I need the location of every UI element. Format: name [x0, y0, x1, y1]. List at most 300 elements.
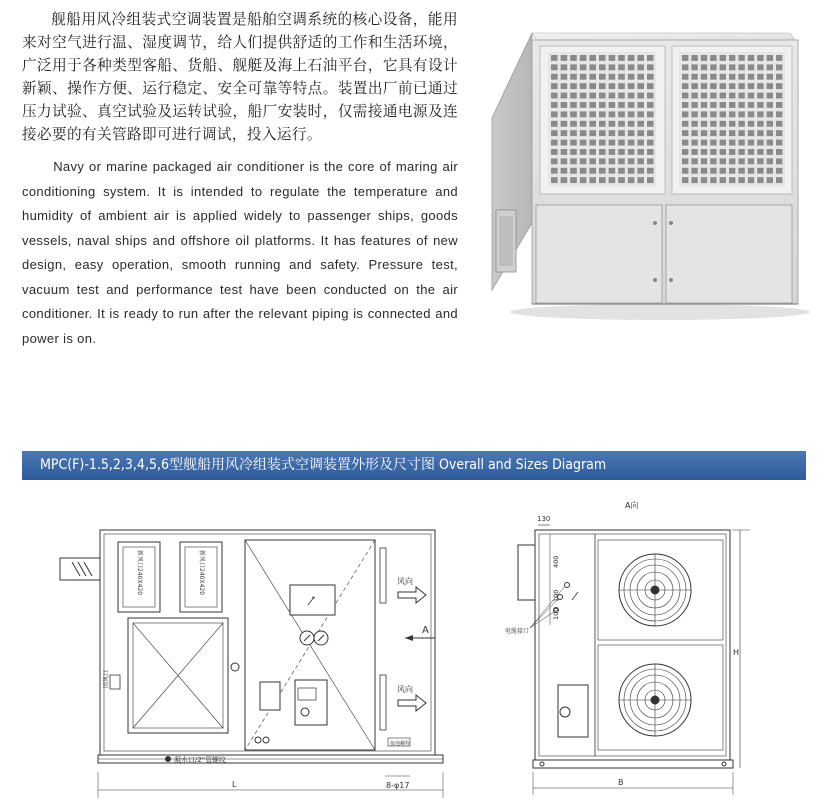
- grille-slot: [767, 74, 773, 80]
- grille-slot: [551, 64, 558, 70]
- grille-slot: [647, 102, 654, 108]
- grille-slot: [776, 64, 782, 70]
- bolt-label: 8-φ17: [386, 781, 410, 790]
- grille-slot: [767, 168, 773, 174]
- grille-slot: [599, 74, 606, 80]
- grille-slot: [551, 55, 558, 61]
- section-title-banner: MPC(F)-1.5,2,3,4,5,6型舰船用风冷组装式空调装置外形及尺寸图 Overall and Sizes Diagram: [22, 451, 806, 480]
- grille-slot: [628, 93, 635, 99]
- grille-slot: [570, 140, 577, 146]
- grille-slot: [691, 158, 697, 164]
- grille-slot: [599, 158, 606, 164]
- grille-slot: [551, 102, 558, 108]
- grille-slot: [757, 130, 763, 136]
- grille-slot: [767, 55, 773, 61]
- grille-slot: [570, 64, 577, 70]
- grille-slot: [647, 64, 654, 70]
- grille-slot: [776, 158, 782, 164]
- grille-slot: [738, 158, 744, 164]
- grille-slot: [551, 93, 558, 99]
- grille-slot: [682, 130, 688, 136]
- intro-text: [22, 8, 458, 351]
- grille-slot: [589, 158, 596, 164]
- grille-slot: [691, 121, 697, 127]
- grille-slot: [710, 102, 716, 108]
- grille-slot: [757, 83, 763, 89]
- grille-slot: [748, 158, 754, 164]
- side-view-title: A向: [625, 501, 639, 510]
- grille-slot: [691, 168, 697, 174]
- dim-100-a: 100: [552, 589, 560, 602]
- grille-slot: [551, 111, 558, 117]
- grille-slot: [599, 83, 606, 89]
- grille-slot: [647, 140, 654, 146]
- grille-slot: [767, 149, 773, 155]
- grille-slot: [776, 55, 782, 61]
- grille-slot: [720, 177, 726, 183]
- wind-label-1: 风向: [397, 577, 413, 586]
- grille-slot: [729, 74, 735, 80]
- dim-width: B: [618, 778, 624, 787]
- grille-slot: [618, 130, 625, 136]
- grille-slot: [691, 111, 697, 117]
- grille-slot: [682, 177, 688, 183]
- grille-slot: [628, 111, 635, 117]
- grille-slot: [757, 168, 763, 174]
- grille-slot: [738, 177, 744, 183]
- grille-slot: [720, 130, 726, 136]
- grille-slot: [767, 140, 773, 146]
- grille-slot: [757, 177, 763, 183]
- grille-slot: [628, 55, 635, 61]
- grille-slot: [729, 93, 735, 99]
- grille-slot: [748, 111, 754, 117]
- grille-slot: [720, 121, 726, 127]
- grille-slot: [609, 55, 616, 61]
- grille-slot: [551, 158, 558, 164]
- grille-slot: [757, 102, 763, 108]
- grille-slot: [748, 93, 754, 99]
- grille-slot: [748, 177, 754, 183]
- grille-slot: [691, 130, 697, 136]
- grille-label-1: 新风口240X420: [136, 550, 143, 596]
- grille-slot: [776, 149, 782, 155]
- grille-slot: [748, 168, 754, 174]
- grille-slot: [580, 64, 587, 70]
- grille-slot: [580, 140, 587, 146]
- grille-slot: [570, 168, 577, 174]
- grille-slot: [729, 140, 735, 146]
- grille-slot: [561, 121, 568, 127]
- grille-slot: [701, 140, 707, 146]
- grille-slot: [691, 149, 697, 155]
- grille-slot: [738, 64, 744, 70]
- side-view: [505, 500, 750, 795]
- grille-slot: [628, 74, 635, 80]
- grille-slot: [561, 64, 568, 70]
- grille-slot: [776, 83, 782, 89]
- grille-slot: [580, 149, 587, 155]
- grille-slot: [729, 177, 735, 183]
- grille-slot: [580, 55, 587, 61]
- grille-slot: [609, 74, 616, 80]
- grille-slot: [748, 83, 754, 89]
- grille-slot: [729, 168, 735, 174]
- grille-slot: [618, 149, 625, 155]
- grille-slot: [691, 102, 697, 108]
- grille-slot: [609, 149, 616, 155]
- grille-slot: [701, 93, 707, 99]
- grille-slot: [767, 121, 773, 127]
- grille-slot: [710, 64, 716, 70]
- grille-slot: [561, 177, 568, 183]
- grille-slot: [599, 64, 606, 70]
- grille-slot: [691, 83, 697, 89]
- grille-slot: [748, 55, 754, 61]
- grille-slot: [637, 55, 644, 61]
- grille-slot: [609, 64, 616, 70]
- grille-slot: [710, 93, 716, 99]
- grille-slot: [710, 158, 716, 164]
- grille-slot: [701, 130, 707, 136]
- grille-slot: [580, 93, 587, 99]
- grille-slot: [618, 55, 625, 61]
- grille-slot: [618, 168, 625, 174]
- grille-slot: [580, 111, 587, 117]
- grille-slot: [589, 168, 596, 174]
- grille-slot: [729, 102, 735, 108]
- grille-slot: [580, 168, 587, 174]
- grille-slot: [729, 158, 735, 164]
- grille-slot: [710, 168, 716, 174]
- grille-slot: [599, 140, 606, 146]
- dim-length: L: [232, 780, 237, 789]
- grille-slot: [729, 121, 735, 127]
- grille-slot: [551, 140, 558, 146]
- grille-slot: [720, 64, 726, 70]
- grille-slot: [748, 140, 754, 146]
- grille-slot: [589, 130, 596, 136]
- grille-slot: [589, 140, 596, 146]
- grille-slot: [710, 177, 716, 183]
- view-arrow-label: A: [422, 625, 429, 636]
- grille-slot: [767, 111, 773, 117]
- grille-slot: [589, 121, 596, 127]
- grille-slot: [738, 130, 744, 136]
- grille-slot: [720, 74, 726, 80]
- grille-slot: [628, 83, 635, 89]
- grille-slot: [561, 55, 568, 61]
- wind-label-2: 风向: [397, 685, 413, 694]
- grille-slot: [618, 121, 625, 127]
- grille-slot: [691, 74, 697, 80]
- grille-slot: [682, 158, 688, 164]
- intro-english: Navy or marine packaged air conditioner is the core of maring air conditioning system. It is intended to regulate the temperature and humidity of ambient air is applied widely to passenger ships, goods vessels, naval ships and offshore oil platforms. It has features of new design, easy operation, smooth running and safety. Pressure test, vacuum test and performance test have been conducted on the air conditioner. It is ready to run after the relevant piping is connected and power is on.: [22, 159, 458, 346]
- grille-slot: [738, 121, 744, 127]
- grille-slot: [637, 64, 644, 70]
- grille-slot: [580, 102, 587, 108]
- grille-slot: [701, 74, 707, 80]
- grille-slot: [628, 64, 635, 70]
- grille-slot: [776, 111, 782, 117]
- grille-slot: [701, 83, 707, 89]
- grille-slot: [551, 83, 558, 89]
- grille-slot: [738, 83, 744, 89]
- grille-slot: [720, 168, 726, 174]
- grille-slot: [618, 158, 625, 164]
- grille-slot: [729, 55, 735, 61]
- grille-slot: [647, 130, 654, 136]
- grille-slot: [561, 130, 568, 136]
- grille-slot: [738, 168, 744, 174]
- dim-top: 130: [537, 515, 551, 523]
- grille-slot: [748, 64, 754, 70]
- grille-slot: [757, 140, 763, 146]
- grille-slot: [682, 111, 688, 117]
- grille-slot: [701, 64, 707, 70]
- grille-slot: [599, 93, 606, 99]
- grille-slot: [551, 121, 558, 127]
- grille-slot: [720, 83, 726, 89]
- grille-slot: [776, 140, 782, 146]
- grille-slot: [767, 130, 773, 136]
- grille-slot: [710, 121, 716, 127]
- grille-slot: [570, 102, 577, 108]
- grille-slot: [682, 102, 688, 108]
- grille-slot: [701, 121, 707, 127]
- grille-slot: [561, 93, 568, 99]
- grille-slot: [551, 149, 558, 155]
- grille-slot: [570, 121, 577, 127]
- grille-slot: [710, 55, 716, 61]
- grille-slot: [647, 168, 654, 174]
- grille-slot: [682, 149, 688, 155]
- grille-slot: [701, 168, 707, 174]
- grille-slot: [628, 158, 635, 164]
- grille-slot: [637, 83, 644, 89]
- grille-slot: [570, 177, 577, 183]
- grille-slot: [729, 111, 735, 117]
- grille-slot: [570, 130, 577, 136]
- grille-slot: [609, 158, 616, 164]
- grille-slot: [609, 111, 616, 117]
- grille-slot: [647, 177, 654, 183]
- grille-slot: [637, 158, 644, 164]
- grille-slot: [570, 83, 577, 89]
- grille-slot: [570, 93, 577, 99]
- grille-slot: [609, 177, 616, 183]
- grille-slot: [599, 177, 606, 183]
- grille-slot: [729, 64, 735, 70]
- grille-slot: [589, 55, 596, 61]
- grille-slot: [561, 74, 568, 80]
- grille-slot: [580, 177, 587, 183]
- grille-slot: [589, 102, 596, 108]
- grille-slot: [637, 93, 644, 99]
- grille-slot: [618, 74, 625, 80]
- grille-slot: [618, 64, 625, 70]
- grille-slot: [637, 74, 644, 80]
- grille-slot: [748, 121, 754, 127]
- grille-slot: [628, 130, 635, 136]
- grille-slot: [767, 64, 773, 70]
- grille-slot: [776, 177, 782, 183]
- grille-slot: [637, 149, 644, 155]
- grille-slot: [710, 111, 716, 117]
- grille-slot: [682, 74, 688, 80]
- grille-slot: [589, 177, 596, 183]
- grille-slot: [570, 111, 577, 117]
- grille-slot: [599, 130, 606, 136]
- intro-chinese: 舰船用风冷组装式空调装置是船舶空调系统的核心设备，能用来对空气进行温、湿度调节，给人们提供舒适的工作和生活环境，广泛用于各种类型客船、货船、舰艇及海上石油平台，它具有设计新颖、操作方便、运行稳定、安全可靠等特点。装置出厂前已通过压力试验、真空试验及运转试验，船厂安装时，仅需接通电源及连接必要的有关管路即可进行调试，投入运行。: [22, 11, 458, 143]
- grille-slot: [748, 74, 754, 80]
- grille-slot: [628, 121, 635, 127]
- grille-slot: [618, 111, 625, 117]
- grille-slot: [738, 102, 744, 108]
- grille-slot: [599, 55, 606, 61]
- grille-slot: [738, 74, 744, 80]
- grille-slot: [570, 55, 577, 61]
- grille-right: [679, 52, 785, 186]
- pipe-label: 凝水口/2"管螺纹: [174, 756, 227, 764]
- grille-slot: [729, 149, 735, 155]
- grille-slot: [710, 130, 716, 136]
- grille-slot: [748, 130, 754, 136]
- grille-slot: [647, 158, 654, 164]
- fan-bottom: [619, 664, 691, 736]
- grille-slot: [757, 158, 763, 164]
- grille-slot: [757, 121, 763, 127]
- grille-slot: [628, 177, 635, 183]
- grille-slot: [701, 177, 707, 183]
- grille-slot: [618, 83, 625, 89]
- grille-slot: [561, 149, 568, 155]
- front-view: [60, 530, 443, 798]
- grille-slot: [570, 74, 577, 80]
- grille-slot: [637, 121, 644, 127]
- port-label: 电缆接口: [505, 628, 530, 635]
- product-image: [490, 28, 810, 326]
- grille-slot: [637, 140, 644, 146]
- grille-slot: [776, 168, 782, 174]
- grille-slot: [682, 168, 688, 174]
- grille-slot: [637, 102, 644, 108]
- grille-slot: [776, 130, 782, 136]
- grille-slot: [589, 83, 596, 89]
- grille-slot: [682, 83, 688, 89]
- grille-slot: [551, 130, 558, 136]
- grille-slot: [776, 102, 782, 108]
- grille-slot: [691, 177, 697, 183]
- grille-slot: [710, 149, 716, 155]
- grille-slot: [637, 111, 644, 117]
- grille-slot: [682, 93, 688, 99]
- grille-slot: [551, 177, 558, 183]
- grille-slot: [682, 121, 688, 127]
- grille-slot: [720, 102, 726, 108]
- grille-slot: [710, 74, 716, 80]
- grille-slot: [767, 93, 773, 99]
- grille-slot: [561, 111, 568, 117]
- grille-slot: [561, 158, 568, 164]
- grille-slot: [710, 140, 716, 146]
- grille-slot: [647, 111, 654, 117]
- grille-slot: [628, 102, 635, 108]
- grille-slot: [580, 83, 587, 89]
- grille-slot: [647, 121, 654, 127]
- grille-slot: [561, 140, 568, 146]
- grille-slot: [561, 83, 568, 89]
- grille-slot: [637, 130, 644, 136]
- grille-slot: [757, 111, 763, 117]
- grille-slot: [570, 149, 577, 155]
- grille-slot: [647, 55, 654, 61]
- dimension-diagram: [50, 490, 810, 800]
- grille-slot: [691, 93, 697, 99]
- grille-slot: [701, 55, 707, 61]
- grille-slot: [691, 55, 697, 61]
- grille-slot: [720, 149, 726, 155]
- grille-slot: [599, 121, 606, 127]
- grille-slot: [561, 168, 568, 174]
- grille-slot: [628, 140, 635, 146]
- grille-slot: [776, 74, 782, 80]
- grille-slot: [580, 130, 587, 136]
- small-tag: 接地螺栓: [390, 741, 411, 747]
- grille-slot: [599, 102, 606, 108]
- grille-slot: [609, 130, 616, 136]
- grille-slot: [609, 140, 616, 146]
- grille-slot: [618, 102, 625, 108]
- grille-slot: [757, 149, 763, 155]
- grille-slot: [599, 149, 606, 155]
- grille-slot: [757, 93, 763, 99]
- side-tag: 回风口: [103, 669, 110, 688]
- grille-slot: [720, 158, 726, 164]
- grille-slot: [589, 149, 596, 155]
- grille-slot: [701, 111, 707, 117]
- grille-slot: [570, 158, 577, 164]
- grille-slot: [580, 158, 587, 164]
- grille-slot: [729, 130, 735, 136]
- dim-100-b: 100: [552, 607, 560, 620]
- grille-slot: [551, 74, 558, 80]
- grille-slot: [701, 149, 707, 155]
- grille-slot: [618, 93, 625, 99]
- grille-slot: [691, 140, 697, 146]
- grille-slot: [720, 140, 726, 146]
- grille-slot: [609, 102, 616, 108]
- grille-slot: [628, 149, 635, 155]
- grille-slot: [609, 93, 616, 99]
- grille-slot: [599, 111, 606, 117]
- grille-slot: [647, 74, 654, 80]
- grille-slot: [701, 102, 707, 108]
- grille-slot: [748, 149, 754, 155]
- grille-slot: [618, 177, 625, 183]
- grille-slot: [551, 168, 558, 174]
- grille-slot: [589, 64, 596, 70]
- grille-slot: [618, 140, 625, 146]
- grille-slot: [738, 149, 744, 155]
- grille-slot: [647, 149, 654, 155]
- grille-slot: [729, 83, 735, 89]
- grille-slot: [738, 140, 744, 146]
- dim-height: H: [733, 648, 740, 657]
- grille-slot: [561, 102, 568, 108]
- grille-slot: [647, 93, 654, 99]
- grille-slot: [748, 102, 754, 108]
